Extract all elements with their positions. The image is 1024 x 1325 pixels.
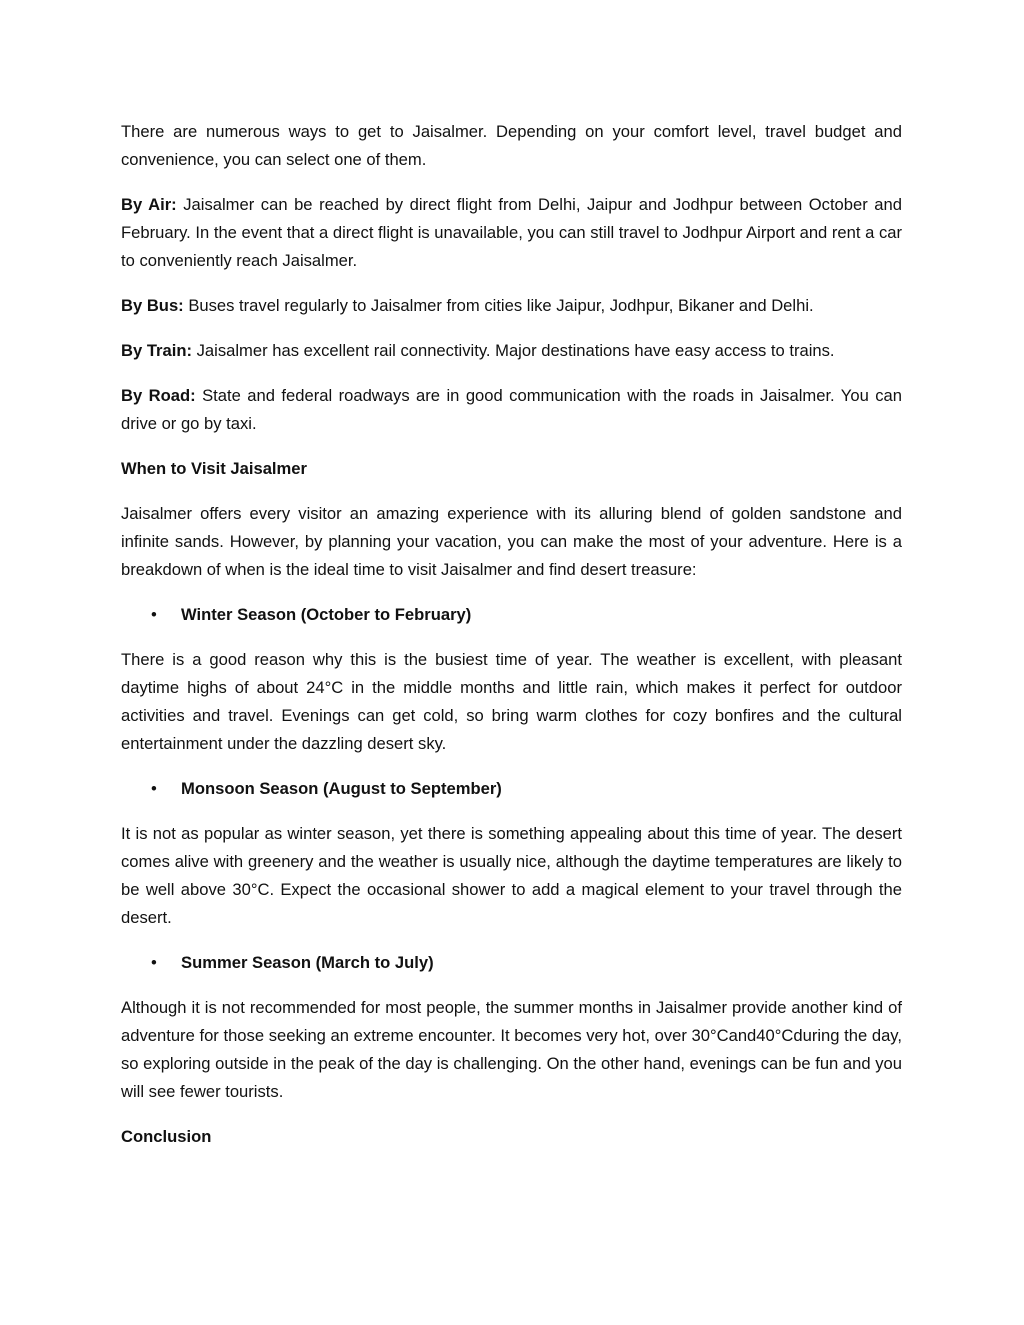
transport-air-text: Jaisalmer can be reached by direct flight from Delhi, Jaipur and Jodhpur between October and February. In the event that a direct flight is unavailable, you can still travel to Jodhpur Airport and rent a car to conveniently reach Jaisalmer. [121,195,902,270]
season-winter-title-text: Winter Season (October to February) [181,605,472,624]
season-winter-title [121,601,902,629]
when-to-visit-intro: Jaisalmer offers every visitor an amazing experience with its alluring blend of golden sandstone and infinite sands. However, by planning your vacation, you can make the most of your adventure. Here is a breakdown of when is the ideal time to visit Jaisalmer and find desert treasure: [121,504,902,579]
transport-train-label: By Train: [121,341,193,360]
transport-bus [121,292,902,320]
transport-bus-text: Buses travel regularly to Jaisalmer from cities like Jaipur, Jodhpur, Bikaner and Delhi. [183,296,814,315]
transport-bus-label: By Bus: [121,296,184,315]
season-summer-title-text: Summer Season (March to July) [181,953,434,972]
transport-air-label: By Air: [121,195,177,214]
transport-road-text: State and federal roadways are in good communication with the roads in Jaisalmer. You can drive or go by taxi. [121,386,902,433]
season-monsoon-text: It is not as popular as winter season, yet there is something appealing about this time of year. The desert comes alive with greenery and the weather is usually nice, although the daytime temperatures are likely to be well above 30°C. Expect the occasional shower to add a magical element to your travel through the desert. [121,824,902,927]
season-monsoon-title-text: Monsoon Season (August to September) [181,779,502,798]
conclusion-heading: Conclusion [121,1127,212,1146]
season-winter-text: There is a good reason why this is the busiest time of year. The weather is excellent, with pleasant daytime highs of about 24°C in the middle months and little rain, which makes it perfect for outdoor activities and travel. Evenings can get cold, so bring warm clothes for cozy bonfires and the cultural entertainment under the dazzling desert sky. [121,650,902,753]
when-to-visit-heading: When to Visit Jaisalmer [121,459,307,478]
transport-road-label: By Road: [121,386,196,405]
bullet-icon: • [151,779,157,798]
transport-train [121,337,902,365]
transport-air [121,191,902,275]
bullet-icon: • [151,605,157,624]
season-monsoon-title [121,775,902,803]
intro-paragraph: There are numerous ways to get to Jaisalmer. Depending on your comfort level, travel budget and convenience, you can select one of them. [121,122,902,169]
transport-train-text: Jaisalmer has excellent rail connectivity. Major destinations have easy access to trains. [192,341,835,360]
season-summer-text: Although it is not recommended for most people, the summer months in Jaisalmer provide another kind of adventure for those seeking an extreme encounter. It becomes very hot, over 30°Cand40°Cduring the day, so exploring outside in the peak of the day is challenging. On the other hand, evenings can be fun and you will see fewer tourists. [121,998,902,1101]
transport-road [121,382,902,438]
season-summer-title [121,949,902,977]
bullet-icon: • [151,953,157,972]
